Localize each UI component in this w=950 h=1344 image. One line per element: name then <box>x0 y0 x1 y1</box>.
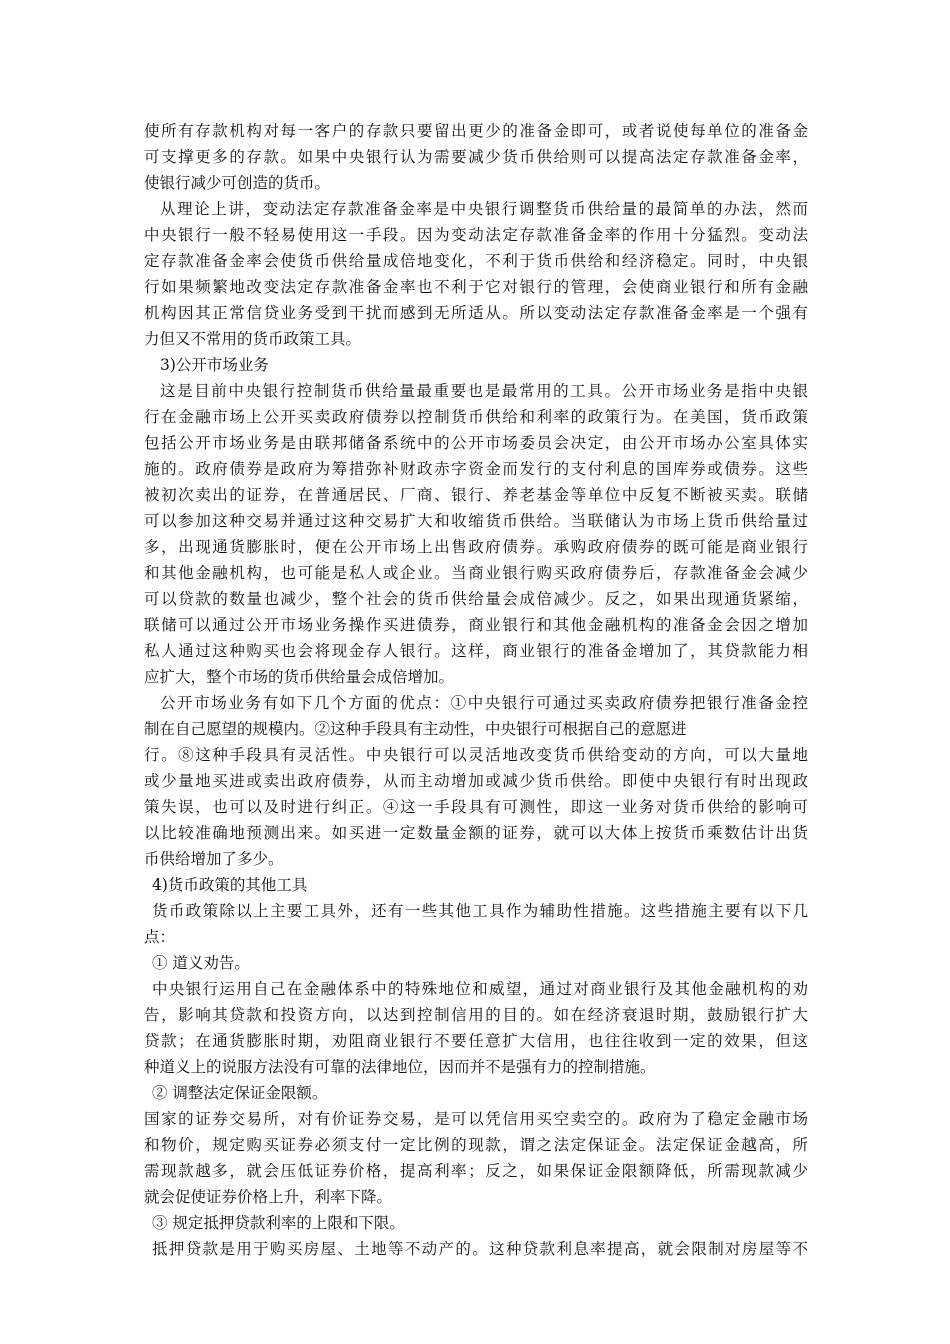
text-line: 可以参加这种交易并通过这种交易扩大和收缩货币供给。当联储认为市场上货币供给量过 <box>144 512 808 530</box>
text-line: 联储可以通过公开市场业务操作买进债券，商业银行和其他金融机构的准备金会因之增加 <box>144 616 808 634</box>
document-page <box>144 118 808 1262</box>
text-line: 公开市场业务有如下几个方面的优点：①中央银行可通过买卖政府债券把银行准备金控 <box>160 694 808 712</box>
text-line: 和其他金融机构，也可能是私人或企业。当商业银行购买政府债券后，存款准备金会减少 <box>144 564 808 582</box>
text-line: 和物价，规定购买证券必须支付一定比例的现款，谓之法定保证金。法定保证金越高，所 <box>144 1136 808 1154</box>
text-line: ① 道义劝告。 <box>152 954 250 972</box>
text-line: 贷款；在通货膨胀时期，劝阻商业银行不要任意扩大信用，也往往收到一定的效果，但这 <box>144 1032 808 1050</box>
text-line: 使银行减少可创造的货币。 <box>144 174 331 192</box>
text-line: 制在自己愿望的规模内。②这种手段具有主动性，中央银行可根据自己的意愿进 <box>144 720 687 738</box>
text-line: 币供给增加了多少。 <box>144 850 284 868</box>
text-line: 国家的证券交易所，对有价证券交易，是可以凭信用买空卖空的。政府为了稳定金融市场 <box>144 1110 808 1128</box>
text-line: 中央银行运用自己在金融体系中的特殊地位和威望，通过对商业银行及其他金融机构的劝 <box>152 980 808 998</box>
text-line: 应扩大，整个市场的货币供给量会成倍增加。 <box>144 668 455 686</box>
text-line: 机构因其正常信贷业务受到干扰而感到无所适从。所以变动法定存款准备金率是一个强有 <box>144 304 808 322</box>
text-line: 施的。政府债券是政府为筹措弥补财政赤字资金而发行的支付利息的国库券或债券。这些 <box>144 460 808 478</box>
text-line: 多，出现通货膨胀时，便在公开市场上出售政府债券。承购政府债券的既可能是商业银行 <box>144 538 808 556</box>
text-line: ③ 规定抵押贷款利率的上限和下限。 <box>152 1214 405 1232</box>
text-line: 抵押贷款是用于购买房屋、土地等不动产的。这种贷款利息率提高，就会限制对房屋等不 <box>152 1240 808 1258</box>
text-line: ② 调整法定保证金限额。 <box>152 1084 328 1102</box>
text-line: 私人通过这种购买也会将现金存人银行。这样，商业银行的准备金增加了，其贷款能力相 <box>144 642 808 660</box>
text-line: 从理论上讲，变动法定存款准备金率是中央银行调整货币供给量的最简单的办法，然而 <box>160 200 808 218</box>
text-line: 中央银行一般不轻易使用这一手段。因为变动法定存款准备金率的作用十分猛烈。变动法 <box>144 226 808 244</box>
text-line: 行。⑧这种手段具有灵活性。中央银行可以灵活地改变货币供给变动的方向，可以大量地 <box>144 746 808 764</box>
text-line: 包括公开市场业务是由联邦储备系统中的公开市场委员会决定，由公开市场办公室具体实 <box>144 434 808 452</box>
text-line: 行如果频繁地改变法定存款准备金率也不利于它对银行的管理，会使商业银行和所有金融 <box>144 278 808 296</box>
text-line: 就会促使证券价格上升，利率下降。 <box>144 1188 393 1206</box>
text-line: 这是目前中央银行控制货币供给量最重要也是最常用的工具。公开市场业务是指中央银 <box>160 382 808 400</box>
text-line: 被初次卖出的证券，在普通居民、厂商、银行、养老基金等单位中反复不断被买卖。联储 <box>144 486 808 504</box>
text-line: 告，影响其贷款和投资方向，以达到控制信用的目的。如在经济衰退时期，鼓励银行扩大 <box>144 1006 808 1024</box>
text-line: 可以贷款的数量也减少，整个社会的货币供给量会成倍减少。反之，如果出现通货紧缩， <box>144 590 808 608</box>
text-line: 种道义上的说服方法没有可靠的法律地位，因而并不是强有力的控制措施。 <box>144 1058 656 1076</box>
text-line: 3)公开市场业务 <box>160 356 269 374</box>
text-line: 4)货币政策的其他工具 <box>152 876 308 894</box>
text-line: 行在金融市场上公开买卖政府债券以控制货币供给和利率的政策行为。在美国，货币政策 <box>144 408 808 426</box>
text-line: 以比较准确地预测出来。如买进一定数量金额的证券，就可以大体上按货币乘数估计出货 <box>144 824 808 842</box>
text-line: 或少量地买进或卖出政府债券，从而主动增加或减少货币供给。即使中央银行有时出现政 <box>144 772 808 790</box>
text-line: 点： <box>144 928 176 946</box>
text-line: 货币政策除以上主要工具外，还有一些其他工具作为辅助性措施。这些措施主要有以下几 <box>152 902 808 920</box>
text-line: 使所有存款机构对每一客户的存款只要留出更少的准备金即可，或者说使每单位的准备金 <box>144 122 808 140</box>
text-line: 策失误，也可以及时进行纠正。④这一手段具有可测性，即这一业务对货币供给的影响可 <box>144 798 808 816</box>
text-line: 定存款准备金率会使货币供给量成倍地变化，不利于货币供给和经济稳定。同时，中央银 <box>144 252 808 270</box>
text-line: 需现款越多，就会压低证券价格，提高利率；反之，如果保证金限额降低，所需现款减少 <box>144 1162 808 1180</box>
text-line: 可支撑更多的存款。如果中央银行认为需要减少货币供给则可以提高法定存款准备金率， <box>144 148 808 166</box>
text-line: 力但又不常用的货币政策工具。 <box>144 330 362 348</box>
